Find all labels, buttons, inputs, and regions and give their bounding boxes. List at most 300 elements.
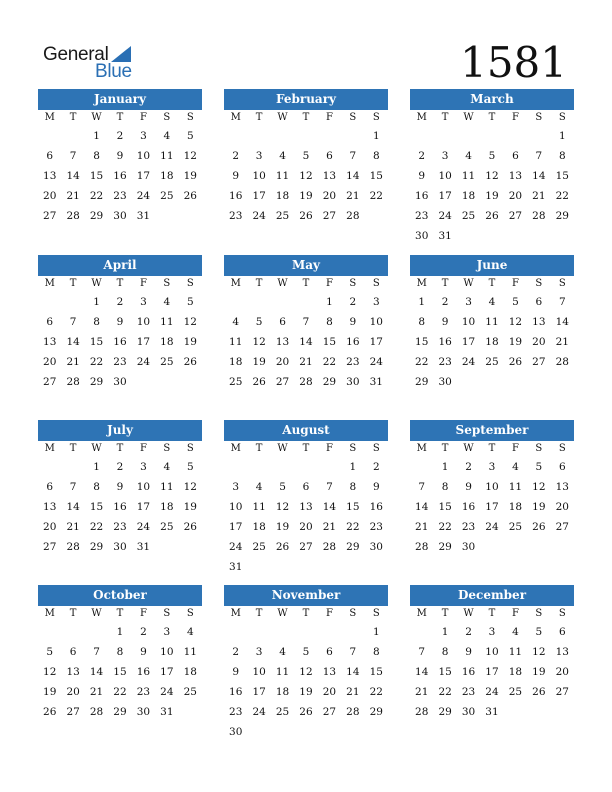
day-cell: 18: [508, 501, 523, 513]
day-cell: 12: [183, 481, 197, 493]
day-cell: 20: [43, 356, 57, 368]
weekday-label: F: [511, 112, 519, 123]
empty-day-cell: [294, 292, 317, 312]
day-cell: 20: [275, 356, 290, 368]
day-cell: 21: [346, 190, 360, 202]
day-cell: 17: [485, 501, 499, 513]
day-cell: 17: [136, 336, 151, 348]
day-cell: 5: [512, 296, 519, 308]
page-title-year: 1581: [460, 38, 567, 87]
empty-day-cell: [38, 457, 61, 477]
day-cell: 25: [160, 521, 174, 533]
empty-day-cell: [247, 457, 270, 477]
weekday-label: T: [302, 608, 310, 619]
day-cell: 23: [369, 521, 383, 533]
day-cell: 14: [415, 666, 429, 678]
day-cell: 26: [299, 706, 313, 718]
day-cell: 28: [322, 541, 337, 553]
weekday-label: T: [441, 112, 449, 123]
weekday-label: W: [463, 112, 474, 123]
weekday-label: T: [116, 443, 124, 454]
day-cell: 2: [232, 150, 240, 162]
day-cell: 31: [229, 561, 243, 573]
day-cell: 2: [349, 296, 357, 308]
weekday-label: W: [277, 112, 288, 123]
weekday-label: T: [441, 278, 449, 289]
weekday-label: S: [535, 112, 543, 123]
day-cell: 16: [438, 336, 452, 348]
day-cell: 28: [415, 541, 429, 553]
day-cell: 23: [113, 356, 127, 368]
day-cell: 19: [485, 190, 499, 202]
day-cell: 11: [461, 170, 476, 182]
day-cell: 24: [252, 210, 266, 222]
day-cell: 20: [508, 190, 523, 202]
day-cell: 21: [415, 686, 429, 698]
day-cell: 26: [183, 190, 197, 202]
month-title: September: [410, 420, 574, 441]
day-cell: 22: [415, 356, 429, 368]
weekday-label: M: [230, 112, 241, 123]
day-cell: 27: [555, 521, 569, 533]
day-cell: 9: [232, 666, 240, 678]
day-cell: 13: [43, 170, 57, 182]
day-cell: 19: [532, 666, 546, 678]
weekday-label: T: [69, 112, 77, 123]
day-cell: 14: [346, 170, 360, 182]
weekday-label: T: [69, 278, 77, 289]
day-cell: 5: [186, 130, 194, 142]
weekday-label: F: [325, 608, 333, 619]
month-title: July: [38, 420, 202, 441]
day-cell: 30: [136, 706, 151, 718]
day-cell: 18: [252, 521, 266, 533]
month-days-grid: [224, 441, 388, 577]
month-title: November: [224, 585, 388, 606]
weekday-label: S: [349, 278, 357, 289]
day-cell: 25: [229, 376, 243, 388]
day-cell: 7: [302, 316, 310, 328]
day-cell: 17: [369, 336, 383, 348]
day-cell: 30: [461, 706, 476, 718]
day-cell: 16: [136, 666, 151, 678]
day-cell: 29: [113, 706, 127, 718]
weekday-label: T: [488, 112, 496, 123]
day-cell: 14: [532, 170, 546, 182]
empty-day-cell: [247, 126, 270, 146]
day-cell: 29: [369, 706, 383, 718]
day-cell: 9: [441, 316, 449, 328]
empty-day-cell: [247, 292, 270, 312]
day-cell: 26: [252, 376, 266, 388]
weekday-label: S: [558, 112, 566, 123]
weekday-label: M: [416, 608, 427, 619]
weekday-label: S: [186, 112, 194, 123]
day-cell: 8: [441, 646, 449, 658]
day-cell: 16: [113, 336, 127, 348]
day-cell: 5: [488, 150, 496, 162]
month-march: [410, 89, 574, 246]
day-cell: 13: [555, 646, 569, 658]
day-cell: 8: [93, 150, 100, 162]
day-cell: 11: [160, 481, 174, 493]
day-cell: 20: [555, 501, 569, 513]
day-cell: 2: [116, 130, 124, 142]
day-cell: 10: [252, 170, 266, 182]
day-cell: 13: [43, 501, 57, 513]
month-days-grid: [410, 110, 574, 246]
day-cell: 4: [512, 461, 519, 473]
day-cell: 12: [183, 150, 197, 162]
empty-day-cell: [527, 126, 550, 146]
day-cell: 9: [116, 481, 124, 493]
day-cell: 24: [369, 356, 383, 368]
month-title: June: [410, 255, 574, 276]
day-cell: 12: [43, 666, 57, 678]
empty-day-cell: [61, 457, 84, 477]
day-cell: 8: [349, 481, 357, 493]
empty-day-cell: [224, 622, 247, 642]
day-cell: 2: [116, 461, 124, 473]
day-cell: 25: [275, 210, 290, 222]
month-title: May: [224, 255, 388, 276]
day-cell: 20: [43, 521, 57, 533]
empty-day-cell: [224, 457, 247, 477]
day-cell: 1: [93, 461, 100, 473]
logo-triangle-icon: [111, 46, 131, 62]
day-cell: 12: [532, 481, 546, 493]
month-title: March: [410, 89, 574, 110]
day-cell: 3: [232, 481, 240, 493]
day-cell: 7: [326, 481, 333, 493]
day-cell: 4: [488, 296, 496, 308]
weekday-label: S: [372, 443, 380, 454]
empty-day-cell: [38, 292, 61, 312]
day-cell: 1: [93, 296, 100, 308]
day-cell: 1: [326, 296, 333, 308]
day-cell: 3: [465, 296, 472, 308]
day-cell: 4: [279, 646, 286, 658]
weekday-label: M: [230, 278, 241, 289]
weekday-label: F: [139, 608, 147, 619]
day-cell: 3: [140, 130, 147, 142]
weekday-label: T: [302, 443, 310, 454]
day-cell: 13: [508, 170, 523, 182]
day-cell: 4: [255, 481, 263, 493]
day-cell: 8: [418, 316, 426, 328]
day-cell: 27: [322, 706, 337, 718]
day-cell: 28: [89, 706, 104, 718]
month-title: February: [224, 89, 388, 110]
day-cell: 25: [461, 210, 476, 222]
day-cell: 8: [372, 646, 380, 658]
day-cell: 4: [232, 316, 240, 328]
empty-day-cell: [61, 292, 84, 312]
weekday-label: T: [255, 443, 263, 454]
day-cell: 26: [532, 686, 546, 698]
day-cell: 19: [275, 521, 290, 533]
day-cell: 20: [322, 686, 337, 698]
weekday-label: M: [44, 112, 55, 123]
day-cell: 7: [69, 150, 77, 162]
day-cell: 16: [369, 501, 383, 513]
day-cell: 8: [93, 316, 100, 328]
weekday-label: W: [277, 443, 288, 454]
weekday-label: T: [116, 278, 124, 289]
month-may: [224, 255, 388, 392]
day-cell: 3: [140, 461, 147, 473]
day-cell: 6: [46, 150, 54, 162]
day-cell: 15: [346, 501, 360, 513]
day-cell: 15: [89, 501, 104, 513]
day-cell: 30: [346, 376, 360, 388]
day-cell: 7: [349, 150, 357, 162]
day-cell: 20: [43, 190, 57, 202]
empty-day-cell: [318, 126, 341, 146]
day-cell: 2: [465, 626, 472, 638]
day-cell: 21: [89, 686, 104, 698]
day-cell: 19: [183, 336, 197, 348]
day-cell: 27: [555, 686, 569, 698]
day-cell: 11: [485, 316, 499, 328]
day-cell: 1: [418, 296, 426, 308]
day-cell: 23: [229, 706, 243, 718]
day-cell: 26: [275, 541, 290, 553]
day-cell: 20: [555, 666, 569, 678]
day-cell: 22: [89, 190, 104, 202]
day-cell: 22: [346, 521, 360, 533]
day-cell: 12: [532, 646, 546, 658]
day-cell: 29: [438, 706, 452, 718]
weekday-label: F: [511, 278, 519, 289]
month-title: August: [224, 420, 388, 441]
weekday-label: T: [441, 608, 449, 619]
empty-day-cell: [294, 457, 317, 477]
empty-day-cell: [271, 622, 294, 642]
weekday-label: T: [302, 278, 310, 289]
day-cell: 21: [322, 521, 337, 533]
day-cell: 4: [163, 461, 171, 473]
day-cell: 25: [275, 706, 290, 718]
day-cell: 14: [66, 501, 80, 513]
day-cell: 18: [160, 170, 174, 182]
day-cell: 10: [252, 666, 266, 678]
weekday-label: S: [163, 443, 171, 454]
day-cell: 6: [326, 646, 333, 658]
day-cell: 3: [488, 626, 496, 638]
day-cell: 29: [322, 376, 337, 388]
day-cell: 10: [136, 316, 151, 328]
month-january: [38, 89, 202, 226]
day-cell: 3: [163, 626, 171, 638]
day-cell: 24: [160, 686, 174, 698]
month-title: January: [38, 89, 202, 110]
day-cell: 11: [508, 481, 523, 493]
day-cell: 26: [183, 356, 197, 368]
day-cell: 6: [279, 316, 286, 328]
weekday-label: S: [558, 278, 566, 289]
weekday-label: M: [416, 443, 427, 454]
day-cell: 24: [485, 521, 499, 533]
day-cell: 8: [326, 316, 333, 328]
weekday-label: W: [277, 608, 288, 619]
day-cell: 9: [465, 481, 472, 493]
day-cell: 15: [113, 666, 127, 678]
weekday-label: T: [255, 278, 263, 289]
day-cell: 13: [275, 336, 290, 348]
day-cell: 24: [136, 356, 151, 368]
month-days-grid: [224, 276, 388, 392]
month-december: [410, 585, 574, 722]
empty-day-cell: [410, 126, 433, 146]
day-cell: 9: [232, 170, 240, 182]
day-cell: 4: [163, 296, 171, 308]
day-cell: 7: [418, 646, 426, 658]
day-cell: 1: [372, 130, 380, 142]
day-cell: 31: [136, 210, 151, 222]
weekday-label: M: [230, 443, 241, 454]
day-cell: 15: [369, 666, 383, 678]
weekday-label: S: [163, 112, 171, 123]
weekday-label: T: [69, 608, 77, 619]
day-cell: 16: [415, 190, 429, 202]
weekday-label: S: [372, 608, 380, 619]
day-cell: 13: [555, 481, 569, 493]
month-august: [224, 420, 388, 577]
day-cell: 2: [465, 461, 472, 473]
day-cell: 27: [508, 210, 523, 222]
day-cell: 16: [229, 190, 243, 202]
day-cell: 7: [349, 646, 357, 658]
weekday-label: F: [139, 443, 147, 454]
day-cell: 12: [299, 666, 313, 678]
day-cell: 22: [438, 521, 452, 533]
day-cell: 2: [140, 626, 147, 638]
day-cell: 14: [299, 336, 313, 348]
weekday-label: S: [186, 278, 194, 289]
day-cell: 6: [535, 296, 543, 308]
empty-day-cell: [294, 126, 317, 146]
weekday-label: T: [69, 443, 77, 454]
empty-day-cell: [61, 622, 84, 642]
day-cell: 9: [372, 481, 380, 493]
weekday-label: S: [349, 443, 357, 454]
day-cell: 30: [438, 376, 452, 388]
day-cell: 6: [558, 626, 566, 638]
day-cell: 6: [46, 481, 54, 493]
day-cell: 4: [163, 130, 171, 142]
weekday-label: T: [488, 278, 496, 289]
day-cell: 27: [532, 356, 546, 368]
weekday-label: W: [91, 278, 102, 289]
day-cell: 29: [438, 541, 452, 553]
day-cell: 14: [322, 501, 337, 513]
day-cell: 15: [415, 336, 429, 348]
day-cell: 24: [136, 521, 151, 533]
day-cell: 29: [415, 376, 429, 388]
day-cell: 17: [461, 336, 476, 348]
day-cell: 26: [183, 521, 197, 533]
day-cell: 6: [69, 646, 77, 658]
day-cell: 20: [66, 686, 80, 698]
weekday-label: W: [463, 278, 474, 289]
day-cell: 24: [229, 541, 243, 553]
day-cell: 22: [89, 521, 104, 533]
day-cell: 10: [160, 646, 174, 658]
empty-day-cell: [271, 457, 294, 477]
day-cell: 22: [555, 190, 569, 202]
day-cell: 11: [275, 666, 290, 678]
day-cell: 9: [116, 150, 124, 162]
empty-day-cell: [61, 126, 84, 146]
month-days-grid: [38, 110, 202, 226]
day-cell: 12: [252, 336, 266, 348]
day-cell: 3: [488, 461, 496, 473]
day-cell: 29: [89, 376, 104, 388]
weekday-label: M: [44, 278, 55, 289]
day-cell: 19: [43, 686, 57, 698]
day-cell: 26: [508, 356, 523, 368]
day-cell: 15: [89, 336, 104, 348]
day-cell: 12: [183, 316, 197, 328]
empty-day-cell: [271, 292, 294, 312]
day-cell: 9: [140, 646, 147, 658]
day-cell: 9: [418, 170, 426, 182]
day-cell: 5: [302, 150, 310, 162]
day-cell: 14: [89, 666, 104, 678]
day-cell: 17: [136, 501, 151, 513]
weekday-label: M: [44, 443, 55, 454]
day-cell: 16: [461, 666, 476, 678]
weekday-label: W: [463, 443, 474, 454]
weekday-label: M: [416, 278, 427, 289]
weekday-label: M: [230, 608, 241, 619]
day-cell: 3: [372, 296, 380, 308]
day-cell: 24: [252, 706, 266, 718]
day-cell: 19: [183, 501, 197, 513]
day-cell: 10: [485, 481, 499, 493]
day-cell: 24: [438, 210, 452, 222]
month-july: [38, 420, 202, 557]
month-june: [410, 255, 574, 392]
day-cell: 6: [302, 481, 310, 493]
day-cell: 13: [299, 501, 313, 513]
day-cell: 18: [461, 190, 476, 202]
day-cell: 11: [252, 501, 266, 513]
day-cell: 23: [438, 356, 452, 368]
day-cell: 30: [229, 726, 243, 738]
day-cell: 26: [299, 210, 313, 222]
day-cell: 31: [485, 706, 499, 718]
empty-day-cell: [38, 622, 61, 642]
weekday-label: F: [325, 443, 333, 454]
day-cell: 21: [532, 190, 546, 202]
day-cell: 28: [415, 706, 429, 718]
day-cell: 5: [255, 316, 263, 328]
weekday-label: F: [325, 278, 333, 289]
day-cell: 12: [508, 316, 523, 328]
day-cell: 30: [113, 541, 127, 553]
day-cell: 28: [555, 356, 569, 368]
weekday-label: S: [372, 112, 380, 123]
weekday-label: F: [325, 112, 333, 123]
empty-day-cell: [341, 622, 364, 642]
day-cell: 23: [113, 190, 127, 202]
day-cell: 30: [113, 210, 127, 222]
day-cell: 13: [66, 666, 80, 678]
empty-day-cell: [341, 126, 364, 146]
day-cell: 18: [160, 336, 174, 348]
